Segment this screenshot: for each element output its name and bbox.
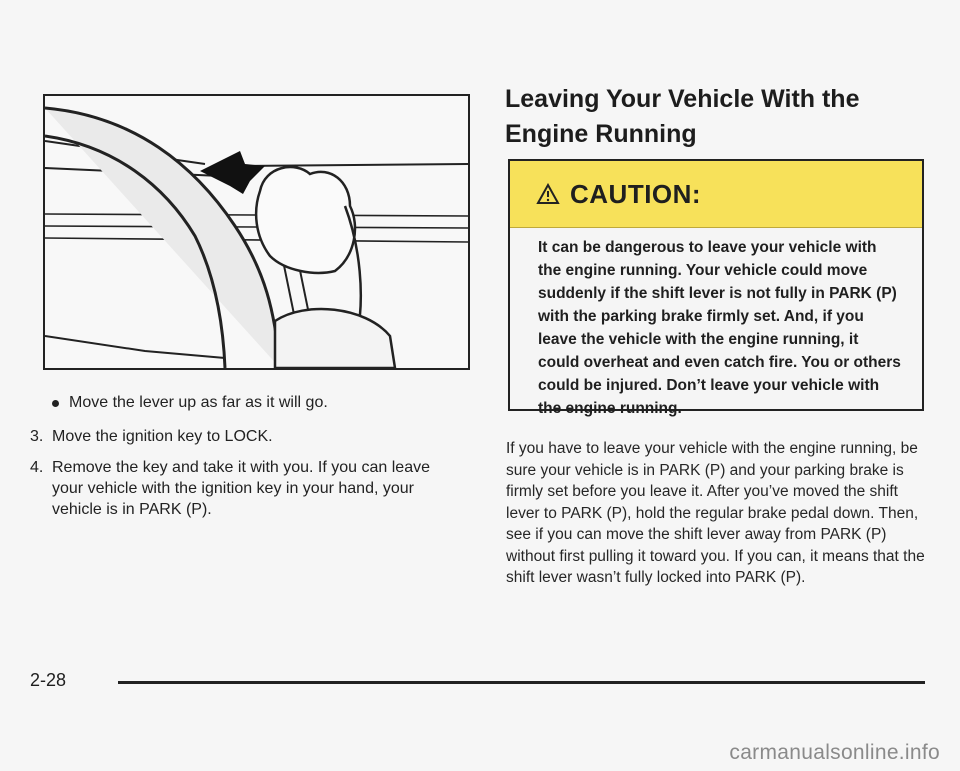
caution-text: It can be dangerous to leave your vehicle with the engine running. Your vehicle could move suddenly if the shift lever is not fully in PARK (P) with the parking brake firmly set. And, if you leave the vehicle with the engine running, it could overheat and even catch fire. You or others could be injured. Don’t leave your vehicle with the engine running. xyxy=(538,239,901,417)
caution-header xyxy=(510,161,922,228)
caution-box xyxy=(508,159,924,417)
step-number: 4. xyxy=(30,459,44,476)
caution-title: CAUTION: xyxy=(570,178,702,209)
step-number: 3. xyxy=(30,428,44,445)
illustration-drawing xyxy=(45,96,468,368)
page-number: 2-28 xyxy=(30,670,67,690)
section-heading: Leaving Your Vehicle With the Engine Running xyxy=(505,85,860,148)
step-item xyxy=(30,457,450,520)
step-text: Move the ignition key to LOCK. xyxy=(52,428,273,445)
shift-lever-illustration xyxy=(43,94,470,370)
bullet-dot-icon xyxy=(52,400,59,407)
step-item xyxy=(30,426,450,447)
numbered-steps xyxy=(30,426,450,530)
bullet-text: Move the lever up as far as it will go. xyxy=(69,394,328,411)
bullet-item xyxy=(52,394,328,412)
watermark: carmanualsonline.info xyxy=(729,741,940,764)
footer-rule xyxy=(118,681,925,684)
step-text: Remove the key and take it with you. If you can leave your vehicle with the ignition key in your hand, your vehicle is in PARK (P). xyxy=(52,459,430,518)
warning-triangle-icon xyxy=(536,183,560,205)
body-paragraph: If you have to leave your vehicle with the engine running, be sure your vehicle is in PARK (P) and your parking brake is firmly set before you leave it. After you’ve moved the shift lever to PARK (P), hold the regular brake pedal down. Then, see if you can move the shift lever away from PARK (P) without first pulling it toward you. If you can, it means that the shift lever wasn’t fully locked into PARK (P). xyxy=(506,440,925,586)
